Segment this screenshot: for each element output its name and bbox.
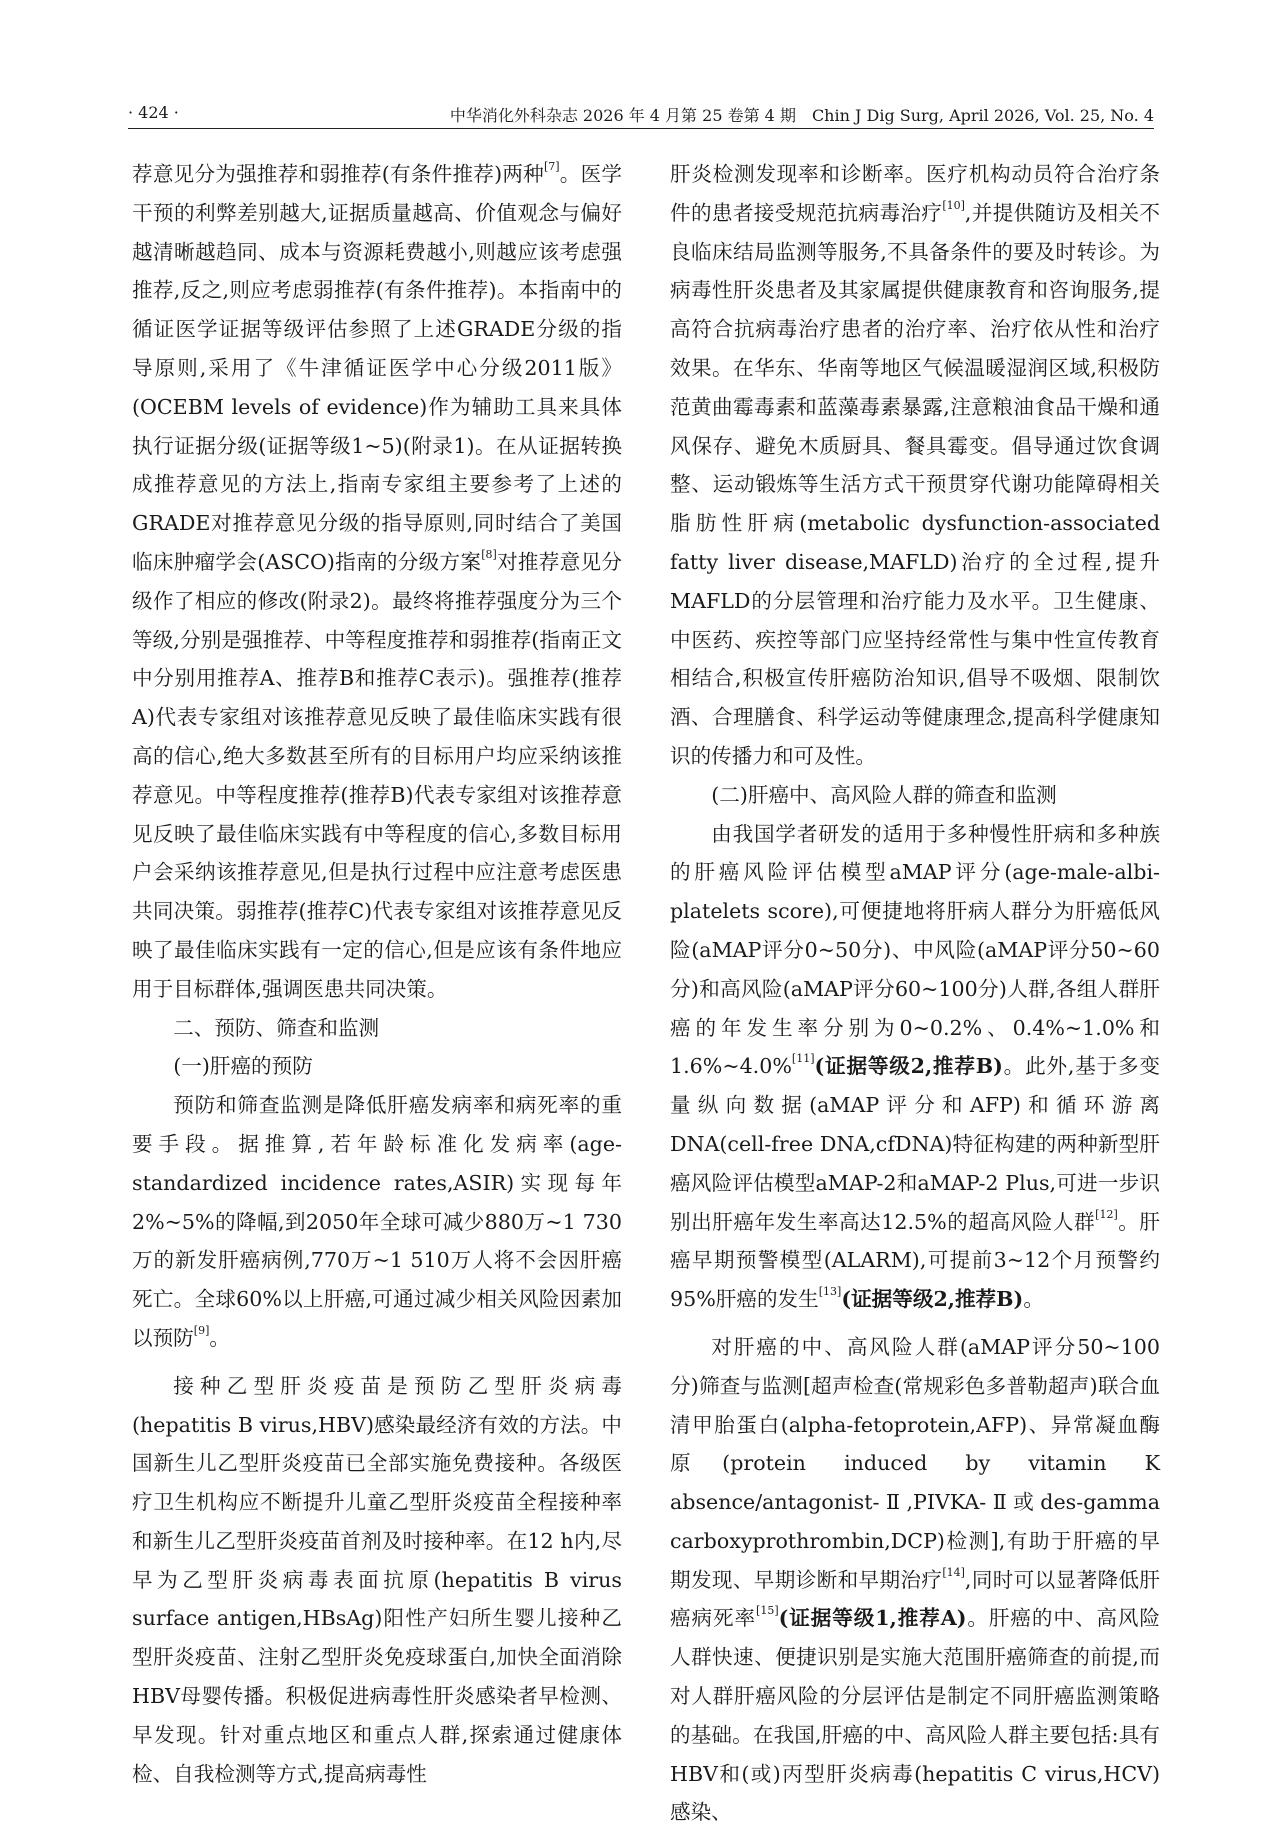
- subsection-heading: (一)肝癌的预防: [173, 1054, 313, 1079]
- paragraph: 由我国学者研发的适用于多种慢性肝病和多种族的肝癌风险评估模型aMAP评分(age-male-albi-platelets score),可便捷地将肝病人群分为肝癌低风险(aMAP评分0~50分)、中风险(aMAP评分50~60分)和高风险(aMAP评分60~100分)人群,各组人群肝癌的年发生率分别为0~0.2%、0.4%~1.0%和1.6%~4.0%[11](证据等级2,推荐B)。此外,基于多变量纵向数据(aMAP评分和AFP)和循环游离DNA(cell-free DNA,cfDNA)特征构建的两种新型肝癌风险评估模型aMAP-2和aMAP-2 Plus,可进一步识别出肝癌年发生率高达12.5%的超高风险人群[12]。肝癌早期预警模型(ALARM),可提前3~12个月预警约95%肝癌的发生[13](证据等级2,推荐B)。: [670, 821, 1161, 1312]
- page-number: · 424 ·: [128, 103, 179, 122]
- evidence-grade: (证据等级1,推荐A): [778, 1606, 967, 1631]
- evidence-grade: (证据等级2,推荐B): [814, 1054, 1003, 1079]
- citation-ref: [14]: [942, 1565, 965, 1579]
- right-column: [670, 155, 1160, 1832]
- citation-ref: [8]: [481, 547, 497, 561]
- running-header: [128, 103, 1154, 129]
- paragraph: 对肝癌的中、高风险人群(aMAP评分50~100分)筛查与监测[超声检查(常规彩色多普勒超声)联合血清甲胎蛋白(alpha-fetoprotein,AFP)、异常凝血酶原(protein induced by vitamin K absence/antagonist-Ⅱ,PIVKA-Ⅱ或des-gamma carboxyprothrombin,DCP)检测],有助于肝癌的早期发现、早期诊断和早期治疗[14],同时可以显著降低肝癌病死率[15](证据等级1,推荐A)。肝癌的中、高风险人群快速、便捷识别是实施大范围肝癌筛查的前提,而对人群肝癌风险的分层评估是制定不同肝癌监测策略的基础。在我国,肝癌的中、高风险人群主要包括:具有HBV和(或)丙型肝炎病毒(hepatitis C virus,HCV)感染、: [670, 1334, 1161, 1825]
- journal-citation: 中华消化外科杂志 2026 年 4 月第 25 卷第 4 期 Chin J Dig Surg, April 2026, Vol. 25, No. 4: [449, 106, 1154, 125]
- header-divider: [128, 128, 1154, 129]
- citation-ref: [15]: [756, 1604, 779, 1618]
- section-heading: 二、预防、筛查和监测: [173, 1015, 380, 1040]
- left-column: [132, 155, 622, 1793]
- paragraph: 肝炎检测发现率和诊断率。医疗机构动员符合治疗条件的患者接受规范抗病毒治疗[10],并提供随访及相关不良临床结局监测等服务,不具备条件的要及时转诊。为病毒性肝炎患者及其家属提供健康教育和咨询服务,提高符合抗病毒治疗患者的治疗率、治疗依从性和治疗效果。在华东、华南等地区气候温暖湿润区域,积极防范黄曲霉毒素和蓝藻毒素暴露,注意粮油食品干燥和通风保存、避免木质厨具、餐具霉变。倡导通过饮食调整、运动锻炼等生活方式干预贯穿代谢功能障碍相关脂肪性肝病(metabolic dysfunction-associated fatty liver disease,MAFLD)治疗的全过程,提升MAFLD的分层管理和治疗能力及水平。卫生健康、中医药、疾控等部门应坚持经常性与集中性宣传教育相结合,积极宣传肝癌防治知识,倡导不吸烟、限制饮酒、合理膳食、科学运动等健康理念,提高科学健康知识的传播力和可及性。: [670, 162, 1161, 768]
- evidence-grade: (证据等级2,推荐B): [841, 1287, 1024, 1312]
- paragraph: 荐意见分为强推荐和弱推荐(有条件推荐)两种[7]。医学干预的利弊差别越大,证据质量越高、价值观念与偏好越清晰越趋同、成本与资源耗费越小,则越应该考虑强推荐,反之,则应考虑弱推荐(有条件推荐)。本指南中的循证医学证据等级评估参照了上述GRADE分级的指导原则,采用了《牛津循证医学中心分级2011版》(OCEBM levels of evidence)作为辅助工具来具体执行证据分级(证据等级1~5)(附录1)。在从证据转换成推荐意见的方法上,指南专家组主要参考了上述的GRADE对推荐意见分级的指导原则,同时结合了美国临床肿瘤学会(ASCO)指南的分级方案[8]对推荐意见分级作了相应的修改(附录2)。最终将推荐强度分为三个等级,分别是强推荐、中等程度推荐和弱推荐(指南正文中分别用推荐A、推荐B和推荐C表示)。强推荐(推荐A)代表专家组对该推荐意见反映了最佳临床实践有很高的信心,绝大多数甚至所有的目标用户均应采纳该推荐意见。中等程度推荐(推荐B)代表专家组对该推荐意见反映了最佳临床实践有中等程度的信心,多数目标用户会采纳该推荐意见,但是执行过程中应注意考虑医患共同决策。弱推荐(推荐C)代表专家组对该推荐意见反映了最佳临床实践有一定的信心,但是应该有条件地应用于目标群体,强调医患共同决策。: [132, 160, 623, 1001]
- paragraph: 预防和筛查监测是降低肝癌发病率和病死率的重要手段。据推算,若年龄标准化发病率(age-standardized incidence rates,ASIR)实现每年2%~5%的降幅,到2050年全球可减少880万~1 730万的新发肝癌病例,770万~1 510万人将不会因肝癌死亡。全球60%以上肝癌,可通过减少相关风险因素加以预防[9]。: [132, 1093, 622, 1350]
- subsection-heading: (二)肝癌中、高风险人群的筛查和监测: [711, 782, 1057, 807]
- citation-ref: [13]: [818, 1285, 842, 1299]
- paragraph: 接种乙型肝炎疫苗是预防乙型肝炎病毒(hepatitis B virus,HBV)感染最经济有效的方法。中国新生儿乙型肝炎疫苗已全部实施免费接种。各级医疗卫生机构应不断提升儿童乙型肝炎疫苗全程接种率和新生儿乙型肝炎疫苗首剂及时接种率。在12 h内,尽早为乙型肝炎病毒表面抗原(hepatitis B virus surface antigen,HBsAg)阳性产妇所生婴儿接种乙型肝炎疫苗、注射乙型肝炎免疫球蛋白,加快全面消除HBV母婴传播。积极促进病毒性肝炎感染者早检测、早发现。针对重点地区和重点人群,探索通过健康体检、自我检测等方式,提高病毒性: [132, 1373, 622, 1786]
- citation-ref: [7]: [543, 160, 560, 173]
- citation-ref: [10]: [942, 198, 965, 212]
- citation-ref: [11]: [791, 1052, 815, 1066]
- citation-ref: [12]: [1095, 1207, 1118, 1221]
- citation-ref: [9]: [193, 1323, 210, 1337]
